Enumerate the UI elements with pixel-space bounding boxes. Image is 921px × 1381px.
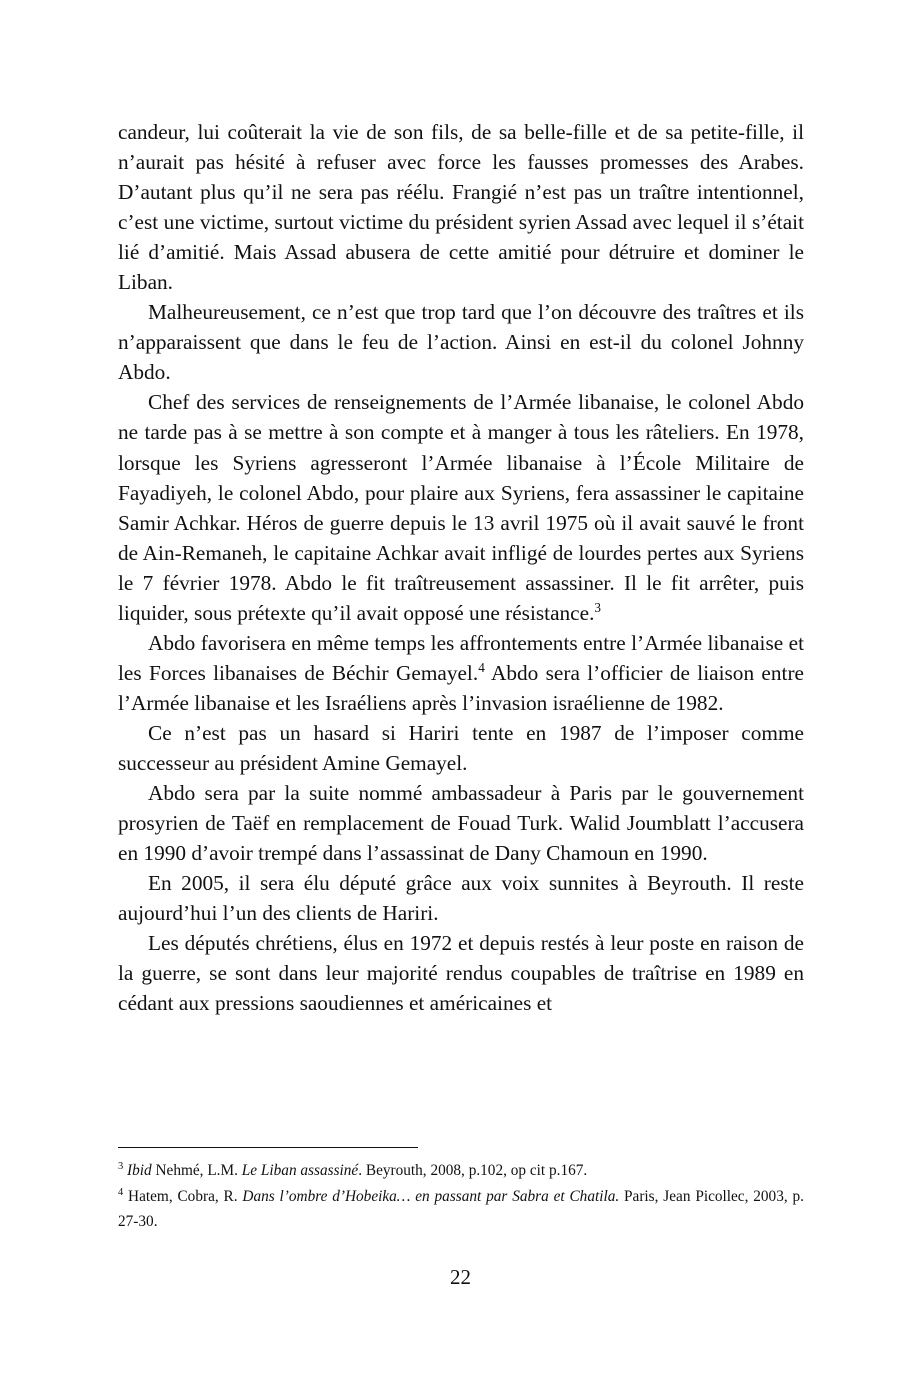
footnote-details: . Beyrouth, 2008, p.102, op cit p.167.: [358, 1162, 588, 1179]
footnote-ref-4[interactable]: 4: [478, 659, 485, 675]
paragraph-5: Ce n’est pas un hasard si Hariri tente en 1987 de l’imposer comme successeur au président Amine Gemayel.: [118, 720, 804, 775]
footnote-4: [118, 1184, 804, 1235]
footnote-author: Hatem, Cobra, R.: [123, 1187, 243, 1205]
footnote-title: Le Liban assassiné: [241, 1162, 359, 1179]
footnote-author: Nehmé, L.M.: [151, 1162, 242, 1179]
paragraph-6: Abdo sera par la suite nommé ambassadeur à Paris par le gouvernement prosyrien de Taëf en remplacement de Fouad Turk. Walid Joumblatt l’accusera en 1990 d’avoir trempé dans l’assassinat de Dany Chamoun en 1990.: [118, 781, 804, 866]
footnote-3: [118, 1158, 804, 1184]
paragraph-7: En 2005, il sera élu député grâce aux voix sunnites à Beyrouth. Il reste aujourd’hui l’un des clients de Hariri.: [118, 871, 804, 926]
body-text: [118, 117, 804, 1018]
footnote-separator: [118, 1147, 418, 1148]
footnote-number: 4: [118, 1186, 124, 1198]
page-number: 22: [450, 1265, 471, 1289]
paragraph-4-text-b: Abdo sera l’officier de liaison entre l’Armée libanaise et les Israéliens après l’invasion israélienne de 1982.: [118, 660, 804, 715]
footnote-details: Paris, Jean Picollec, 2003, p. 27-30.: [118, 1187, 804, 1230]
paragraph-4-text-a: Abdo favorisera en même temps les affrontements entre l’Armée libanaise et les Forces libanaises de Béchir Gemayel.: [118, 630, 804, 685]
paragraph-3-text: Chef des services de renseignements de l’Armée libanaise, le colonel Abdo ne tarde pas à se mettre à son compte et à manger à tous les râteliers. En 1978, lorsque les Syriens agresseront l’Armée libanaise à l’École Militaire de Fayadiyeh, le colonel Abdo, pour plaire aux Syriens, fera assassiner le capitaine Samir Achkar. Héros de guerre depuis le 13 avril 1975 où il avait sauvé le front de Ain-Remaneh, le capitaine Achkar avait infligé de lourdes pertes aux Syriens le 7 février 1978. Abdo le fit traîtreusement assassiner. Il le fit arrêter, puis liquider, sous prétexte qu’il avait opposé une résistance.: [118, 390, 804, 625]
footnote-ref-3[interactable]: 3: [594, 599, 602, 615]
footnote-number: 3: [118, 1160, 124, 1172]
footnote-ibid: Ibid: [127, 1162, 152, 1179]
paragraph-3: [118, 387, 804, 627]
paragraph-2: Malheureusement, ce n’est que trop tard que l’on découvre des traîtres et ils n’apparaissent que dans le feu de l’action. Ainsi en est-il du colonel Johnny Abdo.: [118, 300, 804, 385]
footnote-title: Dans l’ombre d’Hobeika… en passant par Sabra et Chatila.: [242, 1187, 620, 1205]
paragraph-1: candeur, lui coûterait la vie de son fils, de sa belle-fille et de sa petite-fille, il n’aurait pas hésité à refuser avec force les fausses promesses des Arabes. D’autant plus qu’il ne sera pas réélu. Frangié n’est pas un traître intentionnel, c’est une victime, surtout victime du président syrien Assad avec lequel il s’était lié d’amitié. Mais Assad abusera de cette amitié pour détruire et dominer le Liban.: [118, 120, 804, 295]
paragraph-4: [118, 628, 804, 718]
footnotes: [118, 1158, 804, 1235]
paragraph-8: Les députés chrétiens, élus en 1972 et depuis restés à leur poste en raison de la guerre, se sont dans leur majorité rendus coupables de traîtrise en 1989 en cédant aux pressions saoudiennes et américaines et: [118, 931, 804, 1016]
